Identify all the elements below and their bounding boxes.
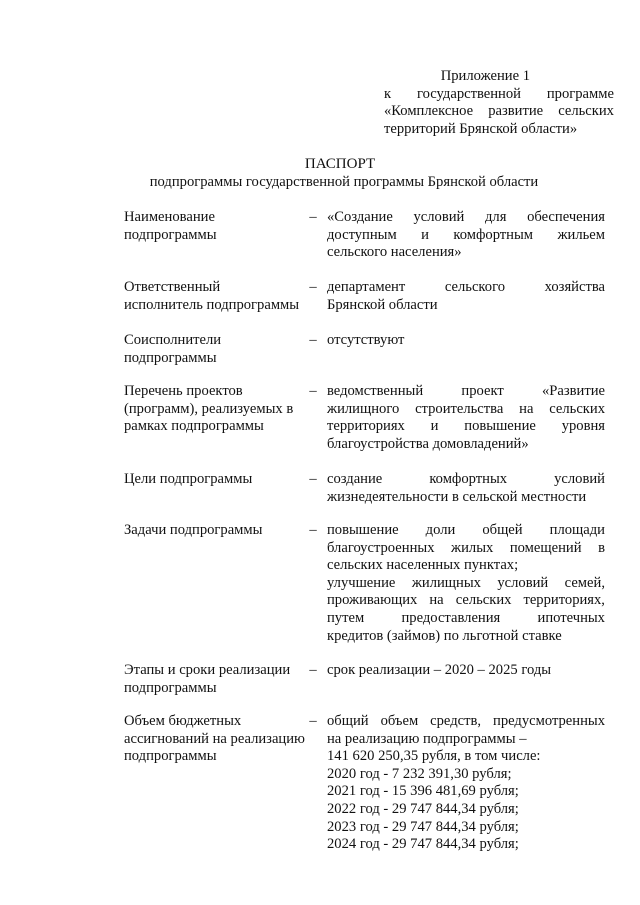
row-value-line [327,418,605,436]
row-dash: – [309,471,317,487]
row-value-word: проект [461,383,504,399]
row-value-line: сельского населения» [327,244,462,261]
row-value-word: департамент [327,279,406,295]
row-value [327,279,605,314]
appendix-word: «Комплексное [384,103,474,120]
row-value-word: площади [549,522,605,538]
row-value-line: 2022 год - 29 747 844,34 рубля; [327,800,519,817]
row-value-word: улучшение [327,574,396,591]
row-label-line: Наименование [124,209,215,225]
row-value-line: 2020 год - 7 232 391,30 рубля; [327,765,512,782]
row-dash: – [309,279,317,295]
row-value-word: территориях, [523,592,605,609]
row-value-line [327,540,605,558]
row-value-line [327,383,605,401]
row-value-word: условий [554,471,605,487]
row-label-line: подпрограммы [124,226,217,243]
row-dash: – [309,383,317,399]
appendix-word: развитие [488,103,544,120]
row-value-line: Брянской области [327,296,438,313]
row-dash: – [309,662,317,678]
row-value-line [327,471,605,489]
row-value-word: помещений [509,539,582,556]
row-value-word: проживающих [327,592,418,609]
row-value-line [327,522,605,540]
row-value-word: путем [327,609,365,626]
row-value-line: благоустройства домовладений» [327,435,529,452]
row-label-line: Соисполнители [124,332,222,348]
row-label-line: Задачи подпрограммы [124,522,263,538]
row-value-word: сельского [444,279,505,295]
row-value-word: общей [482,522,523,538]
row-value-word: комфортным [453,226,534,243]
row-label-line: рамках подпрограммы [124,418,264,435]
row-value-line: сельских населенных пунктах; [327,557,519,574]
row-label-line: Объем бюджетных [124,713,242,729]
row-label [124,332,306,367]
row-label-line: исполнитель подпрограммы [124,296,300,313]
row-value-line [327,713,605,731]
passport-subheading: подпрограммы государственной программы Брянской области [149,174,539,190]
appendix-line-2 [384,86,614,104]
row-value-word: создание [327,471,383,487]
row-value-word: на [519,400,534,417]
appendix-word: программе [546,85,614,102]
row-dash: – [309,332,317,348]
row-label-line: Ответственный [124,279,221,295]
passport-heading: ПАСПОРТ [304,156,376,172]
row-value-word: и [421,226,429,243]
row-value-word: жилищных [411,574,481,591]
row-value-word: уровня [561,418,605,435]
row-value-word: для [485,209,507,225]
row-dash: – [309,713,317,729]
row-value-word: ведомственный [327,383,424,399]
row-value-word: территориях [327,418,405,435]
row-value-line [327,592,605,610]
row-value-word: жилых [451,539,494,556]
row-value-word: и [430,418,439,435]
row-label-line: подпрограммы [124,679,217,696]
appendix-number: Приложение 1 [440,68,530,84]
appendix-word: государственной [416,85,521,102]
row-dash: – [309,522,317,538]
appendix-line-4: территорий Брянской области» [384,120,578,137]
row-value-word: объем [380,713,419,729]
appendix-line-3 [384,103,614,121]
row-value-line: жизнедеятельности в сельской местности [327,488,587,505]
row-value-word: хозяйства [544,279,605,295]
row-value-line: на реализацию подпрограммы – [327,730,527,747]
row-value [327,713,605,854]
appendix-header [384,68,614,138]
row-value-line: 2024 год - 29 747 844,34 рубля; [327,836,519,853]
row-value-word: условий [413,209,465,225]
row-label-line: (программ), реализуемых в [124,400,294,417]
row-label-line: Этапы и сроки реализации [124,662,291,678]
row-value-word: условий [497,574,549,591]
row-value-line [327,209,605,227]
row-value [327,471,605,506]
row-value-line: 2021 год - 15 396 481,69 рубля; [327,783,519,800]
appendix-word: сельских [558,103,614,120]
row-value-word: общий [327,713,369,729]
row-value-word: повышение [464,418,536,435]
row-value-word: предоставления [401,609,501,626]
row-value-line: кредитов (займов) по льготной ставке [327,627,562,644]
row-value [327,383,605,453]
row-value-word: сельских [455,592,512,609]
appendix-word: к [384,85,392,102]
row-value-word: «Создание [327,209,393,225]
row-value-word: ипотечных [537,609,605,626]
row-label-line: Перечень проектов [124,383,243,399]
row-label [124,209,306,244]
row-value-word: комфортных [429,471,508,487]
row-value-word: обеспечения [527,209,605,225]
row-value-word: предусмотренных [493,713,605,729]
row-value-line: 141 620 250,35 рубля, в том числе: [327,748,541,765]
row-value [327,209,605,262]
row-value-word: «Развитие [541,383,605,399]
row-value-word: семей, [564,574,605,591]
row-value [327,522,605,645]
row-label-line: подпрограммы [124,748,217,765]
row-value-line [327,575,605,593]
row-value-line: 2023 год - 29 747 844,34 рубля; [327,818,519,835]
row-label-line: ассигнований на реализацию [124,730,305,747]
row-value-word: средств, [430,713,482,729]
row-label [124,471,306,489]
row-label-line: подпрограммы [124,349,217,366]
row-value-line [327,279,605,297]
row-value-line: отсутствуют [327,332,405,348]
row-label [124,713,306,766]
row-value-word: жилищного [327,400,400,417]
row-value [327,662,605,680]
row-value-line [327,227,605,245]
row-value-word: строительства [415,400,504,417]
row-value-line [327,610,605,628]
row-value-word: благоустроенных [327,539,435,556]
row-value [327,332,605,350]
row-dash: – [309,209,317,225]
row-label [124,383,306,436]
row-label [124,522,306,540]
row-value-word: доступным [327,226,397,243]
row-value-line [327,401,605,419]
row-value-word: доли [425,522,456,538]
row-value-word: в [598,539,605,556]
row-value-word: жильем [557,226,605,243]
row-label-line: Цели подпрограммы [124,471,253,487]
row-label [124,279,306,314]
row-value-word: повышение [327,522,399,538]
row-value-line: срок реализации – 2020 – 2025 годы [327,662,552,678]
row-value-word: сельских [549,400,605,417]
row-label [124,662,306,697]
row-value-word: на [429,592,444,609]
